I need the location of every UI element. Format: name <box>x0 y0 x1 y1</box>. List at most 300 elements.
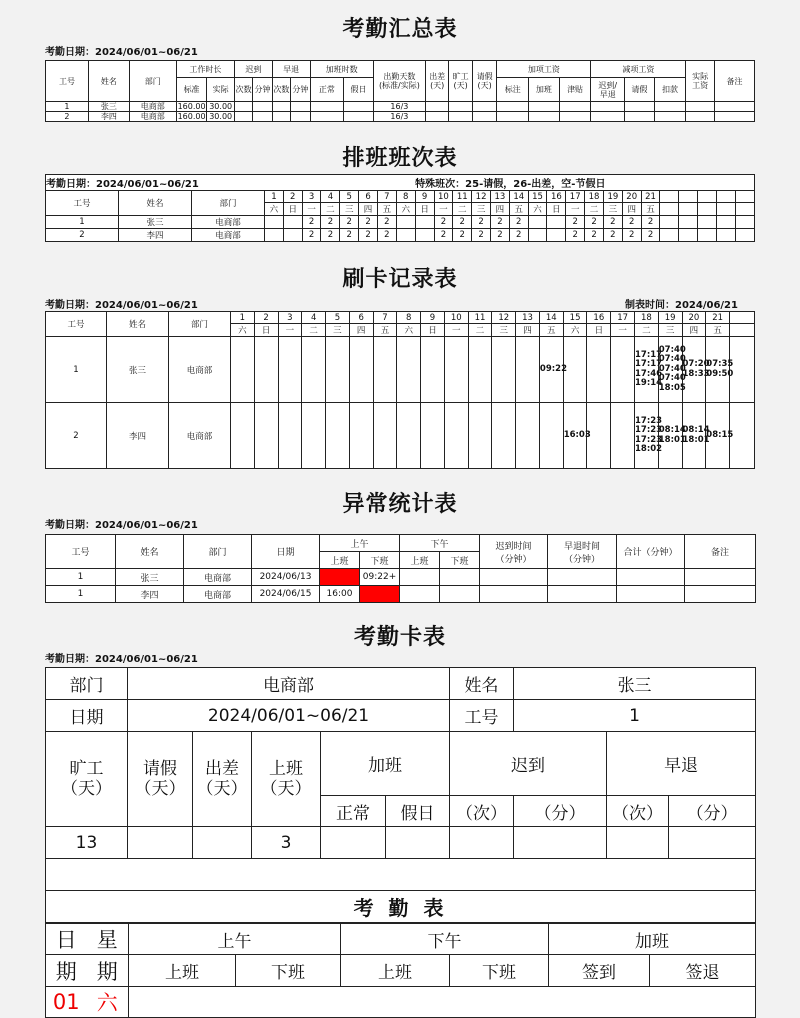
punch-day: 3 <box>278 312 302 324</box>
cell-days: 16/3 <box>373 102 425 112</box>
punch-day: 2 <box>254 312 278 324</box>
punch-cell-name: 张三 <box>106 337 168 403</box>
punch-day: 5 <box>326 312 350 324</box>
schedule-title: 排班班次表 <box>342 146 458 171</box>
punch-weekday: 一 <box>444 324 468 337</box>
punch-weekday: 日 <box>254 324 278 337</box>
card-day-row <box>46 987 756 1018</box>
ab-hdr-am-off: 下班 <box>360 552 400 569</box>
sched-weekday: 四 <box>490 203 509 216</box>
sched-weekday: 六 <box>396 203 415 216</box>
sched-cell-shift: 2 <box>321 229 340 242</box>
sched-cell-shift: 2 <box>340 229 359 242</box>
punch-weekday: 六 <box>230 324 254 337</box>
ab-cell-name: 李四 <box>116 586 184 603</box>
sched-day: 3 <box>302 191 321 203</box>
cell-days: 16/3 <box>373 112 425 122</box>
punch-cell <box>230 403 254 469</box>
card-sheet-title: 考 勤 表 <box>46 891 756 923</box>
punch-cell <box>349 403 373 469</box>
sched-cell-shift: 2 <box>359 216 378 229</box>
sched-cell-dept: 电商部 <box>192 216 265 229</box>
sched-cell-shift: 2 <box>377 229 396 242</box>
hdr-trip: 出差 (天) <box>425 61 448 102</box>
sched-cell-shift <box>283 216 302 229</box>
schedule-special: 特殊班次：25-请假，26-出差，空-节假日 <box>415 175 754 191</box>
card-name-label: 姓名 <box>450 668 514 700</box>
punch-cell <box>349 337 373 403</box>
punch-weekday: 二 <box>634 324 658 337</box>
sched-cell-shift <box>265 229 284 242</box>
sched-cell-shift <box>547 216 566 229</box>
ab-hdr-name: 姓名 <box>116 535 184 569</box>
sched-cell-shift <box>547 229 566 242</box>
sched-day: 10 <box>434 191 453 203</box>
sched-weekday: 四 <box>622 203 641 216</box>
punch-day: 1 <box>230 312 254 324</box>
sched-day: 5 <box>340 191 359 203</box>
punch-weekday: 三 <box>658 324 682 337</box>
sched-cell-shift: 2 <box>585 229 604 242</box>
ab-hdr-pm: 下午 <box>400 535 480 552</box>
sched-cell-shift: 2 <box>641 216 660 229</box>
sched-weekday: 日 <box>547 203 566 216</box>
sched-weekday: 二 <box>585 203 604 216</box>
cell-std: 160.00 <box>177 112 206 121</box>
sched-cell-shift: 2 <box>453 229 472 242</box>
card-day-hdr-1: 日 <box>46 924 87 955</box>
punch-cell: 16:03 <box>563 403 587 469</box>
card-late-hdr: 迟到 <box>450 732 607 796</box>
punch-cell <box>516 337 540 403</box>
punch-day: 16 <box>587 312 611 324</box>
card-overtime-hdr: 加班 <box>321 732 450 796</box>
hdr-overtime-hours: 加班时数 <box>310 61 373 78</box>
card-ot-hdr: 加班 <box>549 924 756 955</box>
hdr-name: 姓名 <box>88 61 129 102</box>
punch-weekday: 五 <box>539 324 563 337</box>
summary-date: 考勤日期：2024/06/01~06/21 <box>45 47 198 58</box>
sched-weekday: 六 <box>265 203 284 216</box>
punch-weekday: 五 <box>373 324 397 337</box>
punch-day: 10 <box>444 312 468 324</box>
punch-cell <box>444 403 468 469</box>
hdr-late-early: 迟到/ 早退 <box>591 78 625 102</box>
card-holiday-hdr: 假日 <box>386 796 450 827</box>
ab-cell-date: 2024/06/13 <box>252 569 320 586</box>
sched-cell-shift <box>396 229 415 242</box>
hdr-remark: 备注 <box>714 61 754 102</box>
sched-day: 2 <box>283 191 302 203</box>
sched-day: 6 <box>359 191 378 203</box>
punch-cell: 08:14 18:01 <box>658 403 682 469</box>
card-absent-hdr: 旷工 （天） <box>46 732 128 827</box>
sched-day: 16 <box>547 191 566 203</box>
cell-actual: 30.00 <box>207 112 235 122</box>
card-leave-hdr: 请假 （天） <box>128 732 193 827</box>
table-row <box>46 569 756 586</box>
sched-day: 20 <box>622 191 641 203</box>
punch-cell <box>611 337 635 403</box>
sched-weekday: 日 <box>283 203 302 216</box>
sched-cell-shift <box>415 216 434 229</box>
card-date: 考勤日期：2024/06/01~06/21 <box>45 654 198 665</box>
punch-day: 15 <box>563 312 587 324</box>
sched-day: 9 <box>415 191 434 203</box>
punch-cell <box>492 403 516 469</box>
punch-cell <box>539 403 563 469</box>
sched-cell-name: 李四 <box>119 229 192 242</box>
sched-cell-shift: 2 <box>566 216 585 229</box>
sched-weekday: 日 <box>415 203 434 216</box>
ab-hdr-id: 工号 <box>46 535 116 569</box>
hdr-note: 标注 <box>497 78 529 102</box>
card-date-value: 2024/06/01~06/21 <box>128 700 450 732</box>
punch-cell: 08:14 18:01 <box>682 403 706 469</box>
sched-cell-shift <box>283 229 302 242</box>
punch-weekday: 六 <box>563 324 587 337</box>
punch-weekday: 一 <box>278 324 302 337</box>
hdr-early-min: 分钟 <box>291 78 310 102</box>
hdr-id: 工号 <box>46 61 89 102</box>
card-name-value: 张三 <box>514 668 756 700</box>
sched-cell-shift: 2 <box>603 229 622 242</box>
card-day-hdr-2: 期 <box>46 955 87 987</box>
sched-weekday: 五 <box>641 203 660 216</box>
hdr-std: 标准 <box>176 78 207 102</box>
hdr-late-min: 分钟 <box>253 78 272 102</box>
sched-weekday: 三 <box>603 203 622 216</box>
cell-std: 160.00 <box>177 102 206 111</box>
hdr-work-hours: 工作时长 <box>176 61 234 78</box>
punch-cell <box>278 403 302 469</box>
hdr-early: 早退 <box>272 61 310 78</box>
punch-weekday: 六 <box>397 324 421 337</box>
punch-weekday: 二 <box>468 324 492 337</box>
card-title: 考勤卡表 <box>353 625 446 650</box>
table-row <box>46 403 755 469</box>
ab-hdr-pm-on: 上班 <box>400 552 440 569</box>
sched-cell-shift: 2 <box>566 229 585 242</box>
cell-dept: 电商部 <box>129 102 176 112</box>
sched-cell-name: 张三 <box>119 216 192 229</box>
sched-day: 12 <box>472 191 491 203</box>
ab-hdr-dept: 部门 <box>184 535 252 569</box>
sched-cell-shift <box>415 229 434 242</box>
punch-cell <box>444 337 468 403</box>
punch-day: 14 <box>539 312 563 324</box>
ab-hdr-late-time: 迟到时间 （分钟） <box>480 535 548 569</box>
sched-day: 4 <box>321 191 340 203</box>
table-row <box>46 337 755 403</box>
summary-title: 考勤汇总表 <box>342 17 458 42</box>
hdr-ot: 加班 <box>529 78 560 102</box>
punch-cell <box>254 337 278 403</box>
card-early-hdr: 早退 <box>607 732 756 796</box>
card-id-value: 1 <box>514 700 756 732</box>
card-trip-hdr: 出差 （天） <box>193 732 252 827</box>
ab-hdr-early-time: 早退时间 （分钟） <box>548 535 617 569</box>
cell-name: 张三 <box>88 102 129 112</box>
card-sheet-table <box>45 923 756 1018</box>
card-sign-in-hdr: 签到 <box>549 955 650 987</box>
hdr-absent: 旷工 (天) <box>449 61 472 102</box>
sched-day: 13 <box>490 191 509 203</box>
card-day-value: 01 <box>46 987 87 1018</box>
hdr-late: 迟到 <box>234 61 272 78</box>
cell-id: 1 <box>46 102 89 112</box>
punch-cell <box>373 337 397 403</box>
sched-cell-shift <box>396 216 415 229</box>
punch-weekday: 三 <box>492 324 516 337</box>
sched-weekday: 二 <box>321 203 340 216</box>
sched-weekday: 一 <box>566 203 585 216</box>
punch-weekday: 四 <box>682 324 706 337</box>
sched-weekday: 五 <box>377 203 396 216</box>
hdr-leave: 请假 (天) <box>472 61 497 102</box>
punch-date: 考勤日期：2024/06/01~06/21 <box>45 300 198 311</box>
punch-cell: 07:20 18:33 <box>682 337 706 403</box>
ab-cell-am-off: 09:22+ <box>360 569 400 586</box>
sched-day: 11 <box>453 191 472 203</box>
punch-cell: 17:23 17:23 17:23 18:02 <box>634 403 658 469</box>
sched-cell-shift <box>528 216 547 229</box>
punch-cell <box>468 337 492 403</box>
card-values-row <box>46 827 756 859</box>
sched-cell-shift: 2 <box>641 229 660 242</box>
punch-hdr-name: 姓名 <box>106 312 168 337</box>
punch-day: 9 <box>421 312 445 324</box>
sched-cell-shift: 2 <box>509 216 528 229</box>
abnormal-title: 异常统计表 <box>342 492 458 517</box>
card-dept-value: 电商部 <box>128 668 450 700</box>
punch-cell-id: 1 <box>46 337 107 403</box>
hdr-attend-days: 出勤天数 (标准/实际) <box>373 61 425 102</box>
sched-cell-shift: 2 <box>302 229 321 242</box>
card-work-hdr: 上班 （天） <box>252 732 321 827</box>
punch-day: 18 <box>634 312 658 324</box>
table-row <box>46 102 755 112</box>
sched-cell-shift: 2 <box>509 229 528 242</box>
punch-day: 4 <box>302 312 326 324</box>
hdr-normal: 正常 <box>310 78 344 102</box>
cell-name: 李四 <box>88 112 129 122</box>
punch-cell <box>492 337 516 403</box>
punch-day: 20 <box>682 312 706 324</box>
punch-cell <box>278 337 302 403</box>
punch-cell <box>421 403 445 469</box>
card-early-min-hdr: （分） <box>669 796 756 827</box>
sched-cell-shift: 2 <box>302 216 321 229</box>
sched-cell-shift: 2 <box>359 229 378 242</box>
schedule-table <box>45 174 755 242</box>
sched-hdr-dept: 部门 <box>192 191 265 216</box>
sched-day: 15 <box>528 191 547 203</box>
punch-cell <box>397 337 421 403</box>
sched-cell-id: 2 <box>46 229 119 242</box>
punch-cell <box>373 403 397 469</box>
punch-weekday: 日 <box>421 324 445 337</box>
table-row <box>46 586 756 603</box>
ab-cell-am-off-flag <box>360 586 400 603</box>
sched-cell-shift: 2 <box>472 216 491 229</box>
punch-cell <box>516 403 540 469</box>
card-dept-label: 部门 <box>46 668 128 700</box>
sched-day: 14 <box>509 191 528 203</box>
card-normal-hdr: 正常 <box>321 796 386 827</box>
sched-hdr-id: 工号 <box>46 191 119 216</box>
sched-cell-shift: 2 <box>340 216 359 229</box>
hdr-deduct: 扣款 <box>654 78 686 102</box>
hdr-dept: 部门 <box>129 61 176 102</box>
sched-day: 1 <box>265 191 284 203</box>
punch-cell-name: 李四 <box>106 403 168 469</box>
punch-cell <box>254 403 278 469</box>
cell-dept: 电商部 <box>129 112 176 122</box>
card-late-min-hdr: （分） <box>514 796 607 827</box>
punch-cell: 08:15 <box>706 403 730 469</box>
ab-cell-id: 1 <box>46 569 116 586</box>
sched-cell-shift: 2 <box>603 216 622 229</box>
punch-cell <box>326 403 350 469</box>
punch-made-date: 制表时间：2024/06/21 <box>625 300 738 311</box>
card-week-value: 六 <box>87 987 129 1018</box>
sched-weekday: 三 <box>340 203 359 216</box>
ab-cell-am-on-flag <box>320 569 360 586</box>
sched-cell-shift: 2 <box>472 229 491 242</box>
hdr-actual: 实际 <box>207 78 235 102</box>
card-absent-value: 13 <box>46 827 128 859</box>
sched-cell-shift <box>528 229 547 242</box>
punch-cell <box>421 337 445 403</box>
hdr-add-wage: 加项工资 <box>497 61 591 78</box>
sched-day: 21 <box>641 191 660 203</box>
punch-weekday: 三 <box>326 324 350 337</box>
punch-hdr-dept: 部门 <box>168 312 230 337</box>
punch-cell: 07:40 07:40 07:40 07:40 18:05 <box>658 337 682 403</box>
punch-cell-dept: 电商部 <box>168 403 230 469</box>
punch-weekday: 日 <box>587 324 611 337</box>
punch-weekday: 二 <box>302 324 326 337</box>
card-am-off-hdr: 下班 <box>236 955 341 987</box>
card-table <box>45 667 756 923</box>
card-week-hdr-1: 星 <box>87 924 129 955</box>
sched-day: 7 <box>377 191 396 203</box>
punch-cell-dept: 电商部 <box>168 337 230 403</box>
punch-table <box>45 311 755 469</box>
card-am-on-hdr: 上班 <box>129 955 236 987</box>
punch-cell: 17:17 17:17 17:46 19:14 <box>634 337 658 403</box>
hdr-allowance: 津贴 <box>559 78 591 102</box>
sched-cell-shift: 2 <box>585 216 604 229</box>
table-row <box>46 229 755 242</box>
abnormal-table <box>45 534 756 603</box>
punch-cell <box>587 337 611 403</box>
hdr-holiday: 假日 <box>344 78 374 102</box>
ab-cell-dept: 电商部 <box>184 569 252 586</box>
punch-day: 12 <box>492 312 516 324</box>
card-late-times-hdr: （次） <box>450 796 514 827</box>
sched-cell-shift: 2 <box>377 216 396 229</box>
punch-cell <box>302 337 326 403</box>
hdr-deduct-wage: 减项工资 <box>591 61 686 78</box>
card-id-label: 工号 <box>450 700 514 732</box>
card-pm-off-hdr: 下班 <box>450 955 549 987</box>
card-am-hdr: 上午 <box>129 924 341 955</box>
ab-cell-name: 张三 <box>116 569 184 586</box>
punch-hdr-id: 工号 <box>46 312 107 337</box>
card-work-value: 3 <box>252 827 321 859</box>
ab-hdr-total: 合计（分钟） <box>617 535 685 569</box>
schedule-date: 考勤日期：2024/06/01~06/21 <box>46 175 416 191</box>
sched-cell-shift: 2 <box>490 229 509 242</box>
sched-cell-shift: 2 <box>453 216 472 229</box>
card-week-hdr-2: 期 <box>87 955 129 987</box>
sched-weekday: 二 <box>453 203 472 216</box>
ab-cell-date: 2024/06/15 <box>252 586 320 603</box>
hdr-real-wage: 实际 工资 <box>686 61 715 102</box>
hdr-late-times: 次数 <box>234 78 252 102</box>
card-sign-out-hdr: 签退 <box>650 955 756 987</box>
punch-cell-id: 2 <box>46 403 107 469</box>
sched-cell-shift: 2 <box>434 216 453 229</box>
punch-day: 7 <box>373 312 397 324</box>
sched-cell-shift <box>265 216 284 229</box>
cell-id: 2 <box>46 112 89 122</box>
abnormal-date: 考勤日期：2024/06/01~06/21 <box>45 520 198 531</box>
punch-weekday: 五 <box>706 324 730 337</box>
ab-cell-dept: 电商部 <box>184 586 252 603</box>
sched-weekday: 一 <box>302 203 321 216</box>
hdr-early-times: 次数 <box>272 78 290 102</box>
punch-day: 21 <box>706 312 730 324</box>
sched-weekday: 五 <box>509 203 528 216</box>
table-row <box>46 216 755 229</box>
hdr-leave2: 请假 <box>625 78 655 102</box>
punch-weekday: 四 <box>516 324 540 337</box>
punch-cell: 09:22 <box>539 337 563 403</box>
sched-day: 17 <box>566 191 585 203</box>
ab-hdr-am-on: 上班 <box>320 552 360 569</box>
sched-cell-shift: 2 <box>434 229 453 242</box>
sched-day: 8 <box>396 191 415 203</box>
sched-cell-shift: 2 <box>490 216 509 229</box>
punch-cell <box>397 403 421 469</box>
punch-title: 刷卡记录表 <box>342 267 458 292</box>
punch-weekday: 四 <box>349 324 373 337</box>
ab-hdr-am: 上午 <box>320 535 400 552</box>
sched-day: 18 <box>585 191 604 203</box>
sched-hdr-name: 姓名 <box>119 191 192 216</box>
sched-weekday: 四 <box>359 203 378 216</box>
punch-cell <box>302 403 326 469</box>
card-pm-on-hdr: 上班 <box>341 955 450 987</box>
sched-cell-dept: 电商部 <box>192 229 265 242</box>
ab-cell-id: 1 <box>46 586 116 603</box>
sched-weekday: 三 <box>472 203 491 216</box>
punch-day: 8 <box>397 312 421 324</box>
punch-day: 19 <box>658 312 682 324</box>
punch-cell <box>230 337 254 403</box>
punch-cell <box>468 403 492 469</box>
sched-cell-id: 1 <box>46 216 119 229</box>
punch-day: 11 <box>468 312 492 324</box>
sched-cell-shift: 2 <box>622 216 641 229</box>
punch-cell <box>326 337 350 403</box>
punch-day: 6 <box>349 312 373 324</box>
punch-day: 13 <box>516 312 540 324</box>
cell-actual: 30.00 <box>207 102 235 112</box>
